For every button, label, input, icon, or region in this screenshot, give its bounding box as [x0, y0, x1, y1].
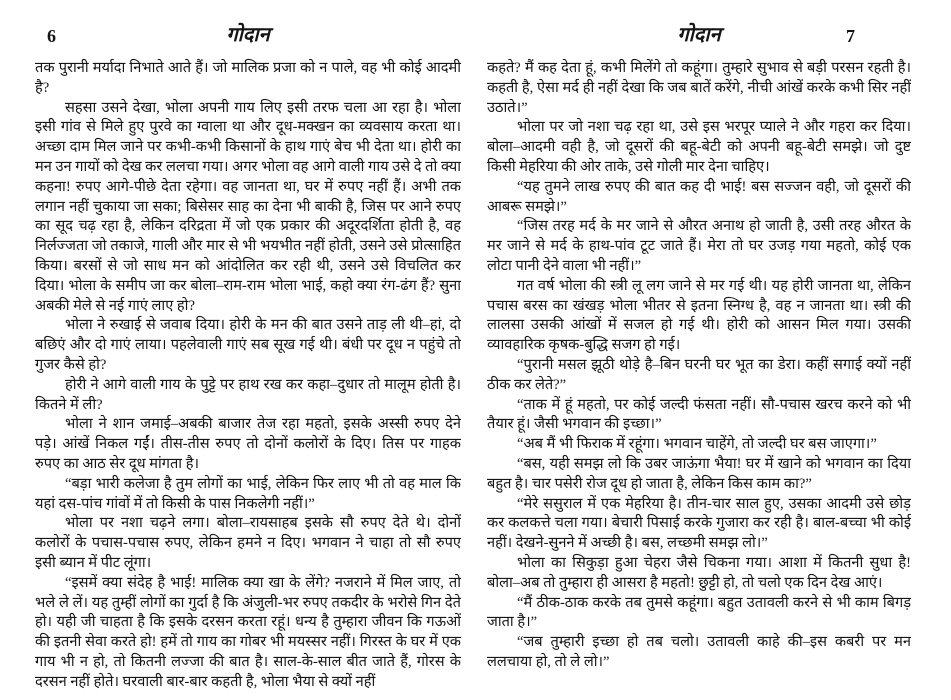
- paragraph: “मैं ठीक-ठाक करके तब तुमसे कहूंगा। बहुत उतावली करने से भी काम बिगड़ जाता है।”: [487, 594, 911, 631]
- running-title-right: गोदान: [677, 24, 721, 46]
- paragraph: “यह तुमने लाख रुपए की बात कह दी भाई! बस सज्जन वही, जो दूसरों की आबरू समझे।”: [487, 178, 911, 215]
- paragraph: भोला पर जो नशा चढ़ रहा था, उसे इस भरपूर प्याले ने और गहरा कर दिया। बोला–आदमी वही है, जो दूसरों की बहू-बेटी को अपनी बहू-बेटी समझे। जो दुष्ट किसी मेहरिया की ओर ताके, उसे गोली मार देना चाहिए।: [487, 119, 911, 175]
- paragraph: भोला ने शान जमाई–अबकी बाजार तेज रहा महतो, इसके अस्सी रुपए देने पड़े। आंखें निकल गईं। तीस-तीस रुपए तो दोनों कलोरों के दिए। तिस पर गाहक रुपए का आठ सेर दूध मांगता है।: [35, 416, 461, 472]
- paragraph: “जब तुम्हारी इच्छा हो तब चलो। उतावली काहे की–इस कबरी पर मन ललचाया हो, तो ले लो।”: [487, 634, 911, 670]
- page-right: [487, 0, 911, 700]
- paragraph: भोला ने रुखाई से जवाब दिया। होरी के मन की बात उसने ताड़ ली थी–हां, दो बछिएं और दो गाएं लाया। पहलेवाली गाएं सब सूख गई थी। बंधी पर दूध न पहुंचे तो गुजर कैसे हो?: [35, 317, 461, 373]
- page-left-body: [35, 59, 461, 693]
- paragraph: “मेरे ससुराल में एक मेहरिया है। तीन-चार साल हुए, उसका आदमी उसे छोड़ कर कलकत्ते चला गया। बेचारी पिसाई करके गुजारा कर रही है। बाल-बच्चा भी कोई नहीं। देखने-सुनने में अच्छी है। बस, लच्छमी समझ लो।”: [487, 495, 911, 552]
- paragraph: “बस, यही समझ लो कि उबर जाऊंगा भैया! घर में खाने को भगवान का दिया बहुत है। चार पसेरी रोज दूध हो जाता है, लेकिन किस काम का?”: [487, 455, 911, 492]
- paragraph: गत वर्ष भोला की स्त्री लू लग जाने से मर गई थी। यह होरी जानता था, लेकिन पचास बरस का खंखड़ भोला भीतर से इतना स्निग्ध है, वह न जानता था। स्त्री की लालसा उसकी आंखों में सजल हो गई थी। होरी को आसन मिल गया। उसकी व्यावहारिक कृषक-बुद्धि सजग हो गई।: [487, 277, 911, 354]
- paragraph: “इसमें क्या संदेह है भाई! मालिक क्या खा के लेंगे? नजराने में मिल जाए, तो भले ले लें। यह तुम्हीं लोगों का गुर्दा है कि अंजुली-भर रुपए तकदीर के भरोसे गिन देते हो। यही जी चाहता है कि इसके दरसन करता रहूं। धन्य है तुम्हारा जीवन कि गऊओं की इतनी सेवा करते हो! हमें तो गाय का गोबर भी मयस्सर नहीं। गिरस्त के घर में एक गाय भी न हो, तो कितनी लज्जा की बात है। साल-के-साल बीत जाते हैं, गोरस के दरसन नहीं होते। घरवाली बार-बार कहती है, भोला भैया से क्यों नहीं: [35, 574, 461, 690]
- paragraph: “अब मैं भी फिराक में रहूंगा। भगवान चाहेंगे, तो जल्दी घर बस जाएगा।”: [517, 436, 877, 453]
- page-right-header: [487, 22, 911, 52]
- paragraph: भोला का सिकुड़ा हुआ चेहरा जैसे चिकना गया। आशा में कितनी सुधा है! बोला–अब तो तुम्हारा ही आसरा है महतो! छुट्टी हो, तो चलो एक दिन देख आएं।: [487, 554, 911, 591]
- paragraph: “पुरानी मसल झूठी थोड़े है–बिन घरनी घर भूत का डेरा। कहीं सगाई क्यों नहीं ठीक कर लेते?”: [487, 356, 911, 393]
- paragraph: “ताक में हूं महतो, पर कोई जल्दी फंसता नहीं। सौ-पचास खरच करने को भी तैयार हूं। जैसी भगवान की इच्छा।”: [487, 396, 911, 433]
- paragraph: होरी ने आगे वाली गाय के पुट्टे पर हाथ रख कर कहा–दुधार तो मालूम होती है। कितने में ली?: [35, 376, 461, 413]
- paragraph: सहसा उसने देखा, भोला अपनी गाय लिए इसी तरफ चला आ रहा है। भोला इसी गांव से मिले हुए पुरवे का ग्वाला था और दूध-मक्खन का व्यवसाय करता था। अच्छा दाम मिल जाने पर कभी-कभी किसानों के हाथ गाएं बेच भी देता था। होरी का मन उन गायों को देख कर ललचा गया। अगर भोला वह आगे वाली गाय उसे दे तो क्या कहना! रुपए आगे-पीछे देता रहेगा। वह जानता था, घर में रुपए नहीं हैं। अभी तक लगान नहीं चुकाया जा सका; बिसेसर साह का देना भी बाकी है, जिस पर आने रुपए का सूद चढ़ रहा है, लेकिन दरिद्रता में जो एक प्रकार की अदूरदर्शिता होती है, वह निर्लज्जता जो तकाजे, गाली और मार से भी भयभीत नहीं होती, उसने उसे प्रोत्साहित किया। बरसों से जो साध मन को आंदोलित कर रही थी, उसने उसे विचलित कर दिया। भोला के समीप जा कर बोला–राम-राम भोला भाई, कहो क्या रंग-ढंग हैं? सुना अबकी मेले से नई गाएं लाए हो?: [35, 99, 461, 314]
- paragraph: कहते? मैं कह देता हूं, कभी मिलेंगे तो कहूंगा। तुम्हारे सुभाव से बड़ी परसन रहती है। कहती है, ऐसा मर्द ही नहीं देखा कि जब बातें करेंगे, नीची आंखें करके कभी सिर नहीं उठाते।”: [487, 60, 911, 116]
- running-title-left: गोदान: [226, 24, 270, 46]
- paragraph: “बड़ा भारी कलेजा है तुम लोगों का भाई, लेकिन फिर लाए भी तो वह माल कि यहां दस-पांच गांवों में तो किसी के पास निकलेगी नहीं।”: [35, 475, 461, 512]
- page-right-body: [487, 59, 911, 673]
- paragraph: “जिस तरह मर्द के मर जाने से औरत अनाथ हो जाती है, उसी तरह औरत के मर जाने से मर्द के हाथ-पांव टूट जाते हैं। मेरा तो घर उजड़ गया महतो, कोई एक लोटा पानी देने वाला भी नहीं।”: [487, 218, 911, 274]
- page-left-header: [35, 22, 461, 52]
- paragraph: तक पुरानी मर्यादा निभाते आते हैं। जो मालिक प्रजा को न पाले, वह भी कोई आदमी है?: [35, 60, 461, 96]
- page-number-right: 7: [846, 26, 855, 46]
- page-number-left: 6: [47, 26, 56, 46]
- paragraph: भोला पर नशा चढ़ने लगा। बोला–रायसाहब इसके सौ रुपए देते थे। दोनों कलोरों के पचास-पचास रुपए, लेकिन हमने न दिए। भगवान ने चाहा तो सौ रुपए इसी ब्यान में पीट लूंगा।: [35, 515, 461, 571]
- page-left: [35, 0, 461, 700]
